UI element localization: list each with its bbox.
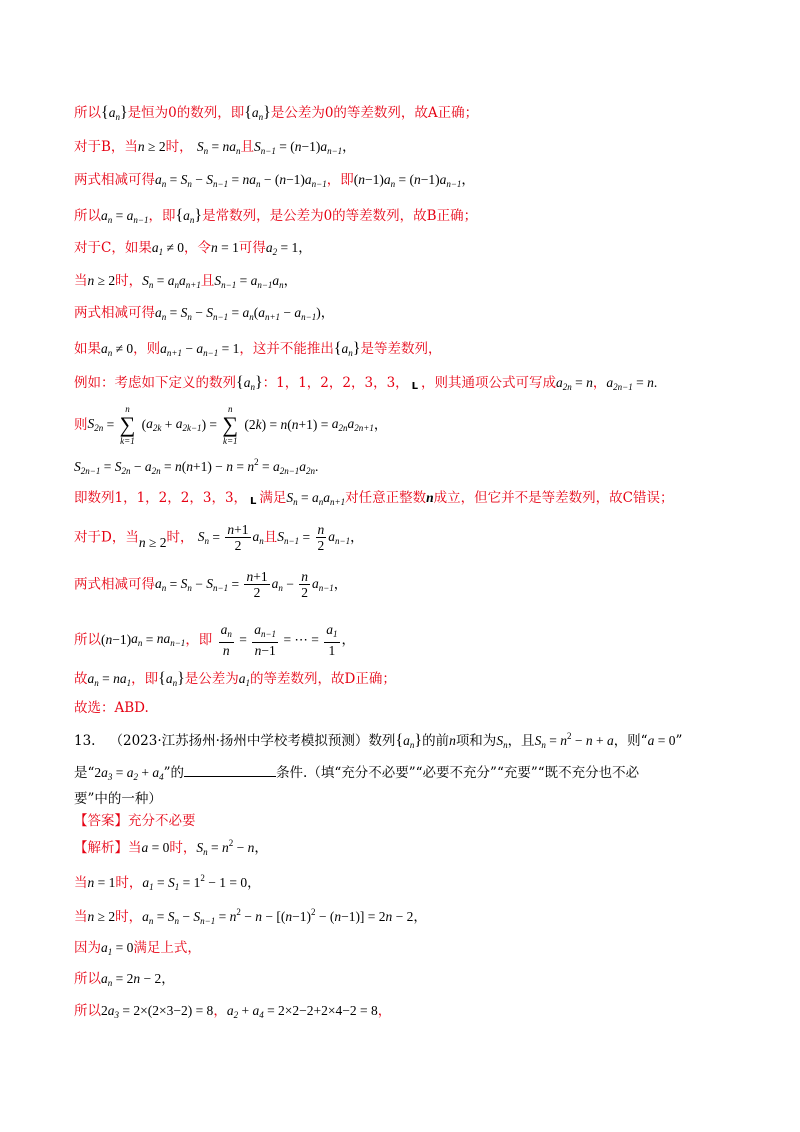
solution-step-verify: 所以$2a_3 = 2\times(2\times 3-2) = 8$，$a_2 + a_4 = 2\times 2-2+2\times 4-2 = 8$， — [74, 1003, 392, 1020]
line-case-b-intro: 对于B，当n ≥ 2时， $S_n = na_n$且$S_{n-1} = (n-1)a_{n-1}$， — [74, 139, 356, 156]
answer-blank — [184, 764, 276, 777]
solution-step-check: 因为$a_1 = 0$满足上式， — [74, 940, 201, 957]
solution-intro: 【解析】当a = 0时，$S_n = n^2 - n$， — [74, 838, 268, 857]
solution-step-n1: 当n = 1时，$a_1 = S_1 = 1^2 - 1 = 0$， — [74, 873, 261, 892]
line-conclusion-a: 所以$\{a_n\}$是恒为0的数列，即$\{a_n\}$是公差为0的等差数列，故A正确； — [74, 104, 479, 122]
line-case-c-when: 当n ≥ 2时，$S_n = a_na_{n+1}$且$S_{n-1} = a_{n-1}a_n$， — [74, 273, 298, 290]
line-case-d-ratio: 所以$(n-1)a_n = na_{n-1}$，即 $\frac{a_n}{n}$ = $\frac{a_{n-1}}{n-1}$ = ⋯ = $\frac{a_1}{1}$ ， — [74, 622, 356, 658]
line-case-c-example: 例如：考虑如下定义的数列$\{a_n\}$：1，1，2，2，3，3， L ，则其通项公式可写成$a_{2n} = n$，$a_{2n-1} = n$. — [74, 374, 658, 392]
line-case-b-subtract: 两式相减可得$a_n = S_n - S_{n-1} = na_n - (n-1)a_{n-1}$，即$(n-1)a_n = (n-1)a_{n-1}$， — [74, 172, 475, 189]
line-case-c-if: 如果$a_n \ne 0$，则$a_{n+1} - a_{n-1} = 1$，这并不能推出$\{a_n\}$是等差数列， — [74, 340, 442, 358]
line-case-d-subtract: 两式相减可得$a_n = S_n - S_{n-1}$ = $\frac{n+1}{2}$ $a_n$ − $\frac{n}{2}$ $a_{n-1}$， — [74, 569, 348, 600]
question-13-line-3: 要”中的一种） — [74, 791, 162, 807]
solution-step-n2: 当n ≥ 2时，$a_n = S_n - S_{n-1} = n^2 - n - [(n-1)^2 - (n-1)] = 2n - 2$， — [74, 907, 427, 926]
line-case-b-conclusion: 所以$a_n = a_{n-1}$，即$\{a_n\}$是常数列，是公差为0的等差数列，故B正确； — [74, 207, 478, 225]
line-case-c-odd: $S_{2n-1} = S_{2n} - a_{2n} = n(n+1) - n = n^2 = a_{2n-1}a_{2n}$. — [74, 457, 319, 476]
line-case-c-conclusion: 即数列1，1，2，2，3，3， L 满足$S_n = a_na_{n+1}$对任意正整数n成立，但它并不是等差数列，故C错误； — [74, 490, 674, 507]
question-13-line-1: 13. （2023·江苏扬州·扬州中学校考模拟预测）数列$\{a_n\}$的前n项和为$S_n$，且$S_n = n^2 - n + a$，则“a = 0” — [74, 731, 683, 750]
line-answer-choice: 故选：ABD. — [74, 700, 149, 716]
line-case-d-conclusion: 故$a_n = na_1$，即$\{a_n\}$是公差为$a_1$的等差数列，故D正确； — [74, 670, 396, 688]
line-case-c-sum: 则$S_{2n} = n$ ∑ k=1 $(a_{2k} + a_{2k-1}) = n$ ∑ k=1 $(2k) = n(n+1) = a_{2n}a_{2n+1}$， — [74, 404, 388, 446]
line-case-d-intro: 对于D，当n ≥ 2时， $S_n$ = $\frac{n+1}{2}$ $a_n$且$S_{n-1}$ = $\frac{n}{2}$ $a_{n-1}$， — [74, 522, 364, 553]
line-case-c-intro: 对于C，如果$a_1 \ne 0$，令n = 1可得$a_2 = 1$， — [74, 240, 312, 257]
line-case-c-subtract: 两式相减可得$a_n = S_n - S_{n-1} = a_n(a_{n+1} - a_{n-1})$， — [74, 305, 335, 322]
answer-line: 【答案】充分不必要 — [74, 813, 196, 829]
question-13-line-2: 是“$2a_3 = a_2 + a_4$”的 条件.（填“充分不必要”“必要不充分”“充要”“既不充分也不必 — [74, 765, 640, 782]
solution-step-general: 所以$a_n = 2n - 2$， — [74, 971, 175, 988]
